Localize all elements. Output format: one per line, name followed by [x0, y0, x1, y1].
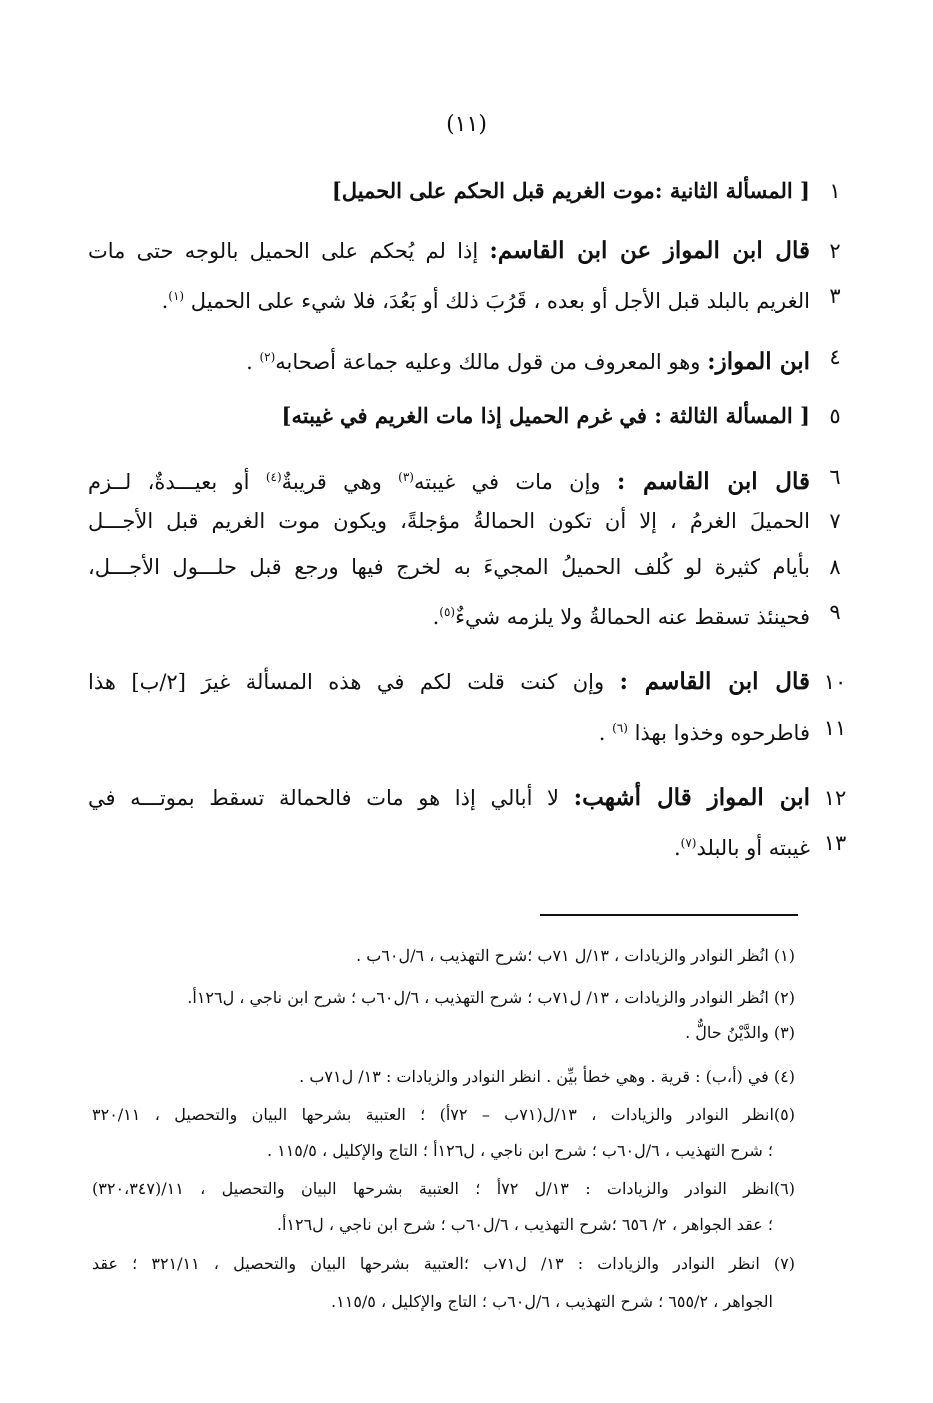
footnote-continuation: ؛ شرح التهذيب ، ٦/ل٦٠ب ؛ شرح ابن ناجي ، ل١٢٦أ ؛ التاج والإكليل ، ١١٥/٥ .	[266, 1141, 773, 1160]
section-heading	[270, 396, 810, 436]
text-line	[88, 276, 810, 316]
footnote: (١) انُظر النوادر والزيادات ، ١٣/ل ٧١ب ؛شرح التهذيب ، ٦/ل٦٠ب .	[356, 946, 795, 965]
line-text: وإن مات في غيبته	[413, 470, 617, 494]
line-text: إذا لم يُحكم على الحميل بالوجه حتى مات	[88, 239, 490, 263]
footnote: (٧) انظر النوادر والزيادات : ١٣/ ل٧١ب ؛العتبية بشرحها البيان والتحصيل ، ٣٢١/١١ ؛ عقد	[92, 1254, 795, 1273]
line-number: ٣	[829, 284, 841, 308]
footnote-continuation: الجواهر ، ٦٥٥/٢ ؛ شرح التهذيب ، ٦/ل٦٠ب ؛ التاج والإكليل ، ١١٥/٥.	[331, 1292, 773, 1311]
section-heading-text: [ المسألة الثانية :موت الغريم قبل الحكم على الحميل]	[331, 178, 810, 203]
line-text-tail: .	[161, 289, 169, 313]
line-text-tail: أو بعيـــدةٌ، لــزم	[88, 470, 266, 494]
section-heading	[300, 171, 810, 211]
text-line	[88, 337, 810, 377]
footnote-separator	[540, 914, 798, 916]
footnote-marker: (٧)	[680, 836, 697, 850]
text-line	[88, 457, 810, 497]
speaker-attribution: قال ابن المواز عن ابن القاسم:	[489, 237, 810, 264]
line-number: ٤	[829, 345, 841, 369]
line-number: ١٠	[823, 670, 847, 694]
text-line	[88, 823, 810, 863]
line-text-tail: .	[598, 721, 613, 745]
line-number: ١٢	[823, 786, 847, 810]
footnote-continuation: ؛ عقد الجواهر ، ٢/ ٦٥٦ ؛شرح التهذيب ، ٦/ل٦٠ب ؛ شرح ابن ناجي ، ل١٢٦أ.	[276, 1215, 773, 1234]
footnote-marker: (١)	[168, 289, 185, 303]
section-heading-text: [ المسألة الثالثة : في غرم الحميل إذا مات الغريم في غيبته]	[281, 403, 810, 428]
footnote-marker: (٣)	[398, 470, 414, 484]
line-number: ٧	[829, 509, 841, 533]
text-line	[88, 708, 810, 748]
line-text: غيبته أو بالبلد	[696, 836, 810, 860]
text-line: الحميلَ الغرمُ ، إلا أن تكون الحمالةُ مؤجلةً، ويكون موت الغريم قبل الأجـــل	[88, 509, 810, 533]
speaker-attribution: ابن المواز:	[707, 348, 810, 375]
text-line	[88, 231, 810, 271]
line-text: لا أبالي إذا هو مات فالحمالة تسقط بموتـــه في	[88, 786, 574, 810]
speaker-attribution: قال ابن القاسم :	[616, 468, 810, 495]
line-number: ٢	[829, 239, 841, 263]
footnote: (٢) انُظر النوادر والزيادات ، ١٣/ ل٧١ب ؛ شرح التهذيب ، ٦/ل٦٠ب ؛ شرح ابن ناجي ، ل١٢٦أ.	[187, 988, 795, 1007]
text-line	[88, 592, 810, 632]
line-text: وهي قريبةٌ	[281, 470, 399, 494]
line-number: ٥	[829, 404, 841, 428]
line-number: ١	[829, 179, 841, 203]
text-line	[88, 778, 810, 818]
footnote: (٦)انظر النوادر والزيادات : ١٣/ل ٧٢أ ؛ العتبية بشرحها البيان والتحصيل ، ١١/(٣٢٠،٣٤٧)	[92, 1179, 795, 1198]
footnote-marker: (٥)	[439, 605, 456, 619]
line-text-tail: .	[673, 836, 681, 860]
footnote-marker: (٦)	[612, 721, 628, 735]
line-number: ٨	[829, 555, 841, 579]
line-text: فاطرحوه وخذوا بهذا	[627, 721, 810, 745]
footnote: (٤) في (أ،ب) : قرية . وهي خطأ بيِّن . انظر النوادر والزيادات : ١٣/ ل٧١ب .	[299, 1067, 795, 1086]
speaker-attribution: ابن المواز قال أشهب:	[573, 784, 810, 811]
line-text-tail: .	[432, 605, 440, 629]
footnote: (٥)انظر النوادر والزيادات ، ١٣/ل(٧١ب – ٧٢أ) ؛ العتبية بشرحها البيان والتحصيل ، ٣٢٠/١١	[92, 1105, 795, 1124]
line-text: وهو المعروف من قول مالك وعليه جماعة أصحابه	[275, 350, 708, 374]
line-text-tail: .	[246, 350, 260, 374]
line-text: وإن كنت قلت لكم في هذه المسألة غيرَ [٢/ب] هذا	[88, 670, 620, 694]
footnote: (٣) والدَّيْنُ حالٌّ .	[685, 1023, 795, 1042]
page-number: (١١)	[446, 112, 487, 137]
footnote-marker: (٢)	[259, 350, 276, 364]
line-number: ٦	[829, 465, 841, 489]
line-number: ١١	[823, 716, 847, 740]
text-line: بأيام كثيرة لو كُلف الحميلُ المجيءَ به لخرج فيها ورجع قبل حلـــول الأجـــل،	[88, 555, 810, 579]
line-text: فحينئذ تسقط عنه الحمالةُ ولا يلزمه شيءٌ	[455, 605, 810, 629]
text-line	[88, 662, 810, 702]
line-text: الغريم بالبلد قبل الأجل أو بعده ، قَرُبَ ذلك أو بَعُدَ، فلا شيء على الحميل	[184, 289, 810, 313]
speaker-attribution: قال ابن القاسم :	[619, 668, 810, 695]
footnote-marker: (٤)	[265, 470, 282, 484]
line-number: ١٣	[823, 831, 847, 855]
line-number: ٩	[829, 600, 841, 624]
